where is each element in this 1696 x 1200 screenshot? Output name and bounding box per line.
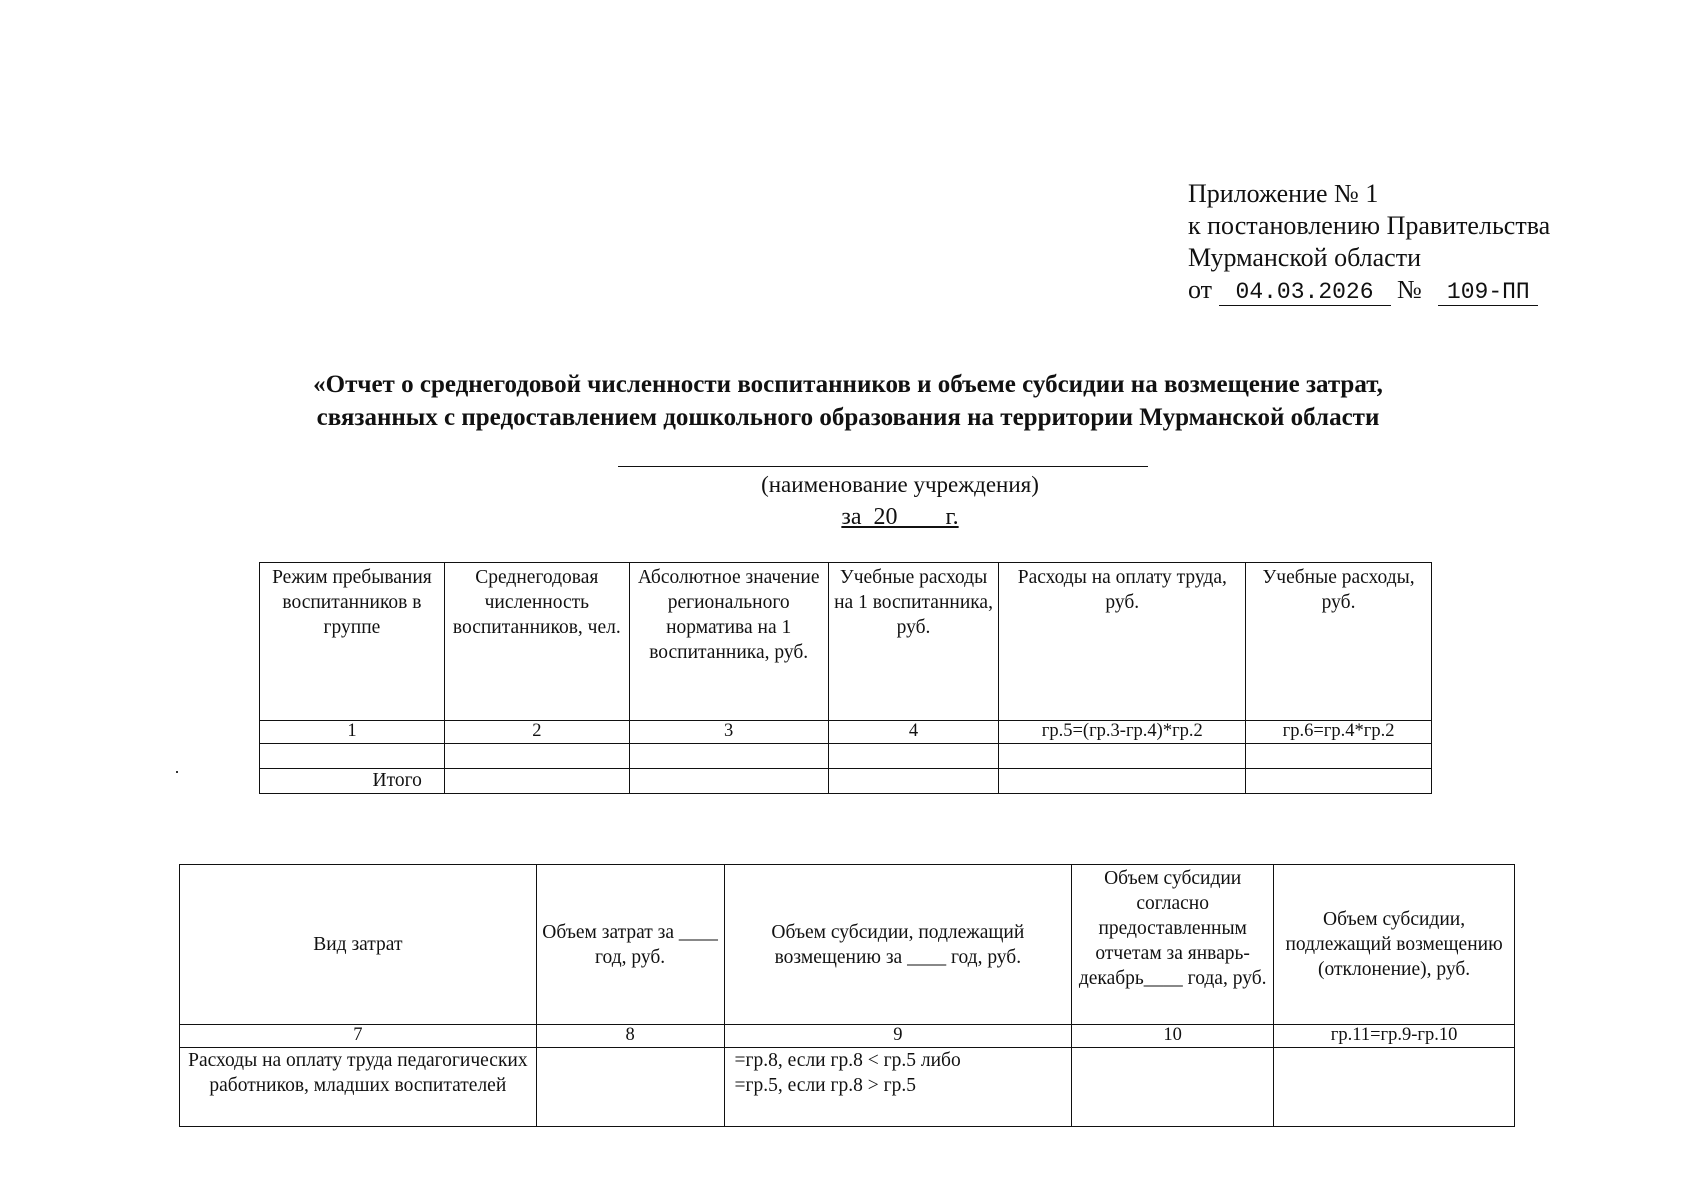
table-header-row (260, 563, 1432, 721)
header-cell: Учебные расходы на 1 воспитанника, руб. (828, 563, 999, 721)
report-title-line-2: связанных с предоставлением дошкольного образования на территории Мурманской области (316, 404, 1380, 431)
number-label: № (1397, 275, 1422, 304)
cost-type-cell: Расходы на оплату труда педагогических работников, младших воспитателей (180, 1048, 537, 1127)
header-cell: Объем субсидии, подлежащий возмещению за ____ год, руб. (724, 865, 1072, 1025)
column-number: гр.11=гр.9-гр.10 (1274, 1025, 1515, 1048)
report-title (200, 368, 1496, 434)
header-cell: Среднегодовая численность воспитанников, чел. (444, 563, 629, 721)
table-header-row (180, 865, 1515, 1025)
header-cell: Расходы на оплату труда, руб. (999, 563, 1246, 721)
column-number: 8 (536, 1025, 724, 1048)
header-cell: Режим пребывания воспитанников в группе (260, 563, 445, 721)
formula-cell (724, 1048, 1072, 1127)
formula-line: =гр.8, если гр.8 < гр.5 либо (734, 1050, 961, 1071)
table-cell (1072, 1048, 1274, 1127)
appendix-date-number (1188, 274, 1550, 306)
report-title-line-1: «Отчет о среднегодовой численности воспитанников и объеме субсидии на возмещение затрат, (313, 371, 1383, 398)
appendix-title: Приложение № 1 (1188, 179, 1379, 208)
table-cell (999, 744, 1246, 769)
table-cell (536, 1048, 724, 1127)
scan-speck (176, 771, 178, 773)
appendix-block (1188, 178, 1550, 306)
header-cell: Объем субсидии согласно предоставленным отчетам за январь-декабрь____ года, руб. (1072, 865, 1274, 1025)
from-label: от (1188, 275, 1213, 304)
table-row (180, 1048, 1515, 1127)
total-row (260, 769, 1432, 794)
institution-label: (наименование учреждения) (761, 472, 1039, 497)
column-number: 2 (444, 721, 629, 744)
table-cell (828, 769, 999, 794)
header-cell: Объем субсидии, подлежащий возмещению (отклонение), руб. (1274, 865, 1515, 1025)
table-cell (1246, 744, 1432, 769)
total-label: Итого (260, 769, 445, 794)
headcount-table (259, 562, 1432, 794)
table-cell (1274, 1048, 1515, 1127)
table-cell (629, 744, 828, 769)
report-year-text: за 20 г. (841, 504, 959, 530)
header-cell: Вид затрат (180, 865, 537, 1025)
column-number-row (260, 721, 1432, 744)
appendix-region: Мурманской области (1188, 243, 1421, 272)
column-number: 3 (629, 721, 828, 744)
institution-name-line (618, 466, 1148, 467)
formula-line: =гр.5, если гр.8 > гр.5 (734, 1075, 916, 1096)
header-cell: Учебные расходы, руб. (1246, 563, 1432, 721)
table-cell (444, 744, 629, 769)
column-number: 7 (180, 1025, 537, 1048)
table-row (260, 744, 1432, 769)
header-cell: Абсолютное значение регионального норматива на 1 воспитанника, руб. (629, 563, 828, 721)
table-cell (444, 769, 629, 794)
column-number: 9 (724, 1025, 1072, 1048)
column-number-row (180, 1025, 1515, 1048)
header-cell: Объем затрат за ____ год, руб. (536, 865, 724, 1025)
table-cell (260, 744, 445, 769)
report-year (600, 503, 1200, 531)
column-number: гр.6=гр.4*гр.2 (1246, 721, 1432, 744)
column-number: гр.5=(гр.3-гр.4)*гр.2 (999, 721, 1246, 744)
resolution-number: 109-ПП (1438, 279, 1538, 306)
table-cell (1246, 769, 1432, 794)
table-cell (999, 769, 1246, 794)
column-number: 10 (1072, 1025, 1274, 1048)
subsidy-table (179, 864, 1515, 1127)
column-number: 4 (828, 721, 999, 744)
column-number: 1 (260, 721, 445, 744)
appendix-resolution: к постановлению Правительства (1188, 211, 1551, 240)
resolution-date: 04.03.2026 (1219, 279, 1391, 306)
table-cell (828, 744, 999, 769)
table-cell (629, 769, 828, 794)
